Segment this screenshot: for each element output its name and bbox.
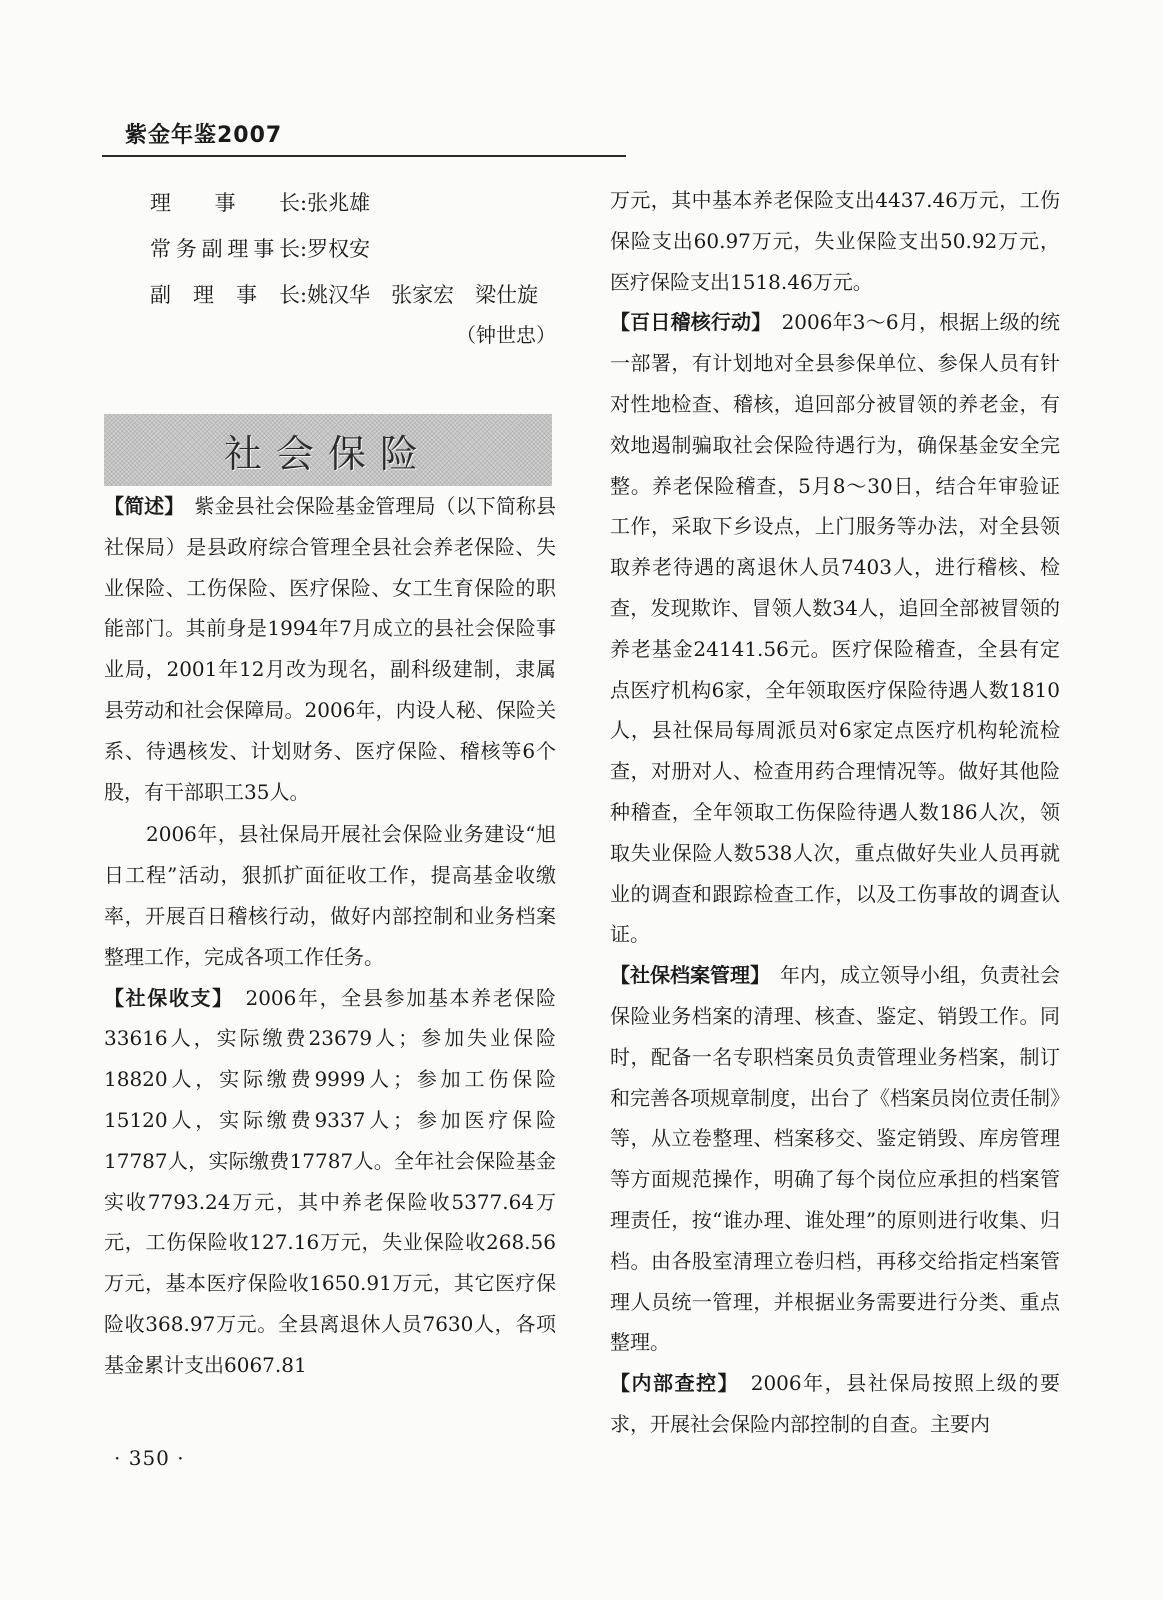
officer-role: 理事长 xyxy=(150,191,300,215)
paragraph-baiji xyxy=(610,302,1060,955)
officer-line xyxy=(150,180,556,226)
officer-names: 罗权安 xyxy=(307,237,371,261)
author-credit: （钟世忠） xyxy=(456,323,556,347)
page-number: · 350 · xyxy=(114,1446,185,1470)
paragraph-text: 2006年3～6月，根据上级的统一部署，有计划地对全县参保单位、参保人员有针对性地检查、稽核，追回部分被冒领的养老金，有效地遏制骗取社会保险待遇行为，确保基金安全完整。养老保险稽查，5月8～30日，结合年审验证工作，采取下乡设点，上门服务等办法，对全县领取养老待遇的离退休人员7403人，进行稽核、检查，发现欺诈、冒领人数34人，追回全部被冒领的养老基金24141.56元。医疗保险稽查，全县有定点医疗机构6家，全年领取医疗保险待遇人数1810人，县社保局每周派员对6家定点医疗机构轮流检查，对册对人、检查用药合理情况等。做好其他险种稽查，全年领取工伤保险待遇人数186人次，领取失业保险人数538人次，重点做好失业人员再就业的调查和跟踪检查工作，以及工伤事故的调查认证。 xyxy=(610,310,1060,947)
left-column xyxy=(104,180,556,1386)
officer-separator: : xyxy=(300,283,308,307)
right-column xyxy=(610,180,1060,1445)
section-title: 社会保险 xyxy=(223,431,432,476)
header-rule xyxy=(102,155,626,157)
paragraph-text: 年内，成立领导小组，负责社会保险业务档案的清理、核查、鉴定、销毁工作。同时，配备一名专职档案员负责管理业务档案，制订和完善各项规章制度，出台了《档案员岗位责任制》等，从立卷整理、档案移交、鉴定销毁、库房管理等方面规范操作，明确了每个岗位应承担的档案管理责任，按“谁办理、谁处理”的原则进行收集、归档。由各股室清理立卷归档，再移交给指定档案管理人员统一管理，并根据业务需要进行分类、重点整理。 xyxy=(610,963,1060,1355)
paragraph-neibu xyxy=(610,1363,1060,1445)
section-tag: 【内部查控】 xyxy=(610,1371,730,1396)
officer-names: 姚汉华 张家宏 梁仕旋 xyxy=(307,283,539,307)
officer-role: 副理事长 xyxy=(150,283,300,307)
paragraph-continuation: 万元，其中基本养老保险支出4437.46万元，工伤保险支出60.97万元，失业保险支出50.92万元，医疗保险支出1518.46万元。 xyxy=(610,188,1060,294)
section-tag: 【简述】 xyxy=(104,494,175,518)
paragraph-shoushi xyxy=(104,978,556,1386)
paragraph-overview: 2006年，县社保局开展社会保险业务建设“旭日工程”活动，狠抓扩面征收工作，提高基金收缴率，开展百日稽核行动，做好内部控制和业务档案整理工作，完成各项工作任务。 xyxy=(104,822,556,969)
officer-separator: : xyxy=(300,237,308,261)
officer-line xyxy=(150,226,556,272)
yearbook-header-title: 紫金年鉴2007 xyxy=(125,123,283,148)
officer-role: 常务副理事长 xyxy=(150,237,300,261)
paragraph-dangan xyxy=(610,955,1060,1363)
officer-separator: : xyxy=(300,191,308,215)
section-tag: 【百日稽核行动】 xyxy=(610,310,762,335)
officer-line xyxy=(150,272,556,318)
section-tag: 【社保档案管理】 xyxy=(610,963,760,988)
paragraph-text: 紫金县社会保险基金管理局（以下简称县社保局）是县政府综合管理全县社会养老保险、失业保险、工伤保险、医疗保险、女工生育保险的职能部门。其前身是1994年7月成立的县社会保险事业局，2001年12月改为现名，副科级建制，隶属县劳动和社会保障局。2006年，内设人秘、保险关系、待遇核发、计划财务、医疗保险、稽核等6个股，有干部职工35人。 xyxy=(104,494,557,804)
paragraph-jianshu xyxy=(104,486,556,812)
paragraph-text: 2006年，县社保局按照上级的要求，开展社会保险内部控制的自查。主要内 xyxy=(610,1371,1060,1436)
officers-list xyxy=(150,180,556,318)
section-tag: 【社保收支】 xyxy=(104,985,224,1010)
section-banner xyxy=(104,414,552,486)
officer-names: 张兆雄 xyxy=(307,191,371,215)
paragraph-text: 2006年，全县参加基本养老保险33616人，实际缴费23679人；参加失业保险18820人，实际缴费9999人；参加工伤保险15120人，实际缴费9337人；参加医疗保险17787人，实际缴费17787人。全年社会保险基金实收7793.24万元，其中养老保险收5377.64万元，工伤保险收127.16万元，失业保险收268.56万元，基本医疗保险收1650.91万元，其它医疗保险收368.97万元。全县离退休人员7630人，各项基金累计支出6067.81 xyxy=(104,985,557,1377)
